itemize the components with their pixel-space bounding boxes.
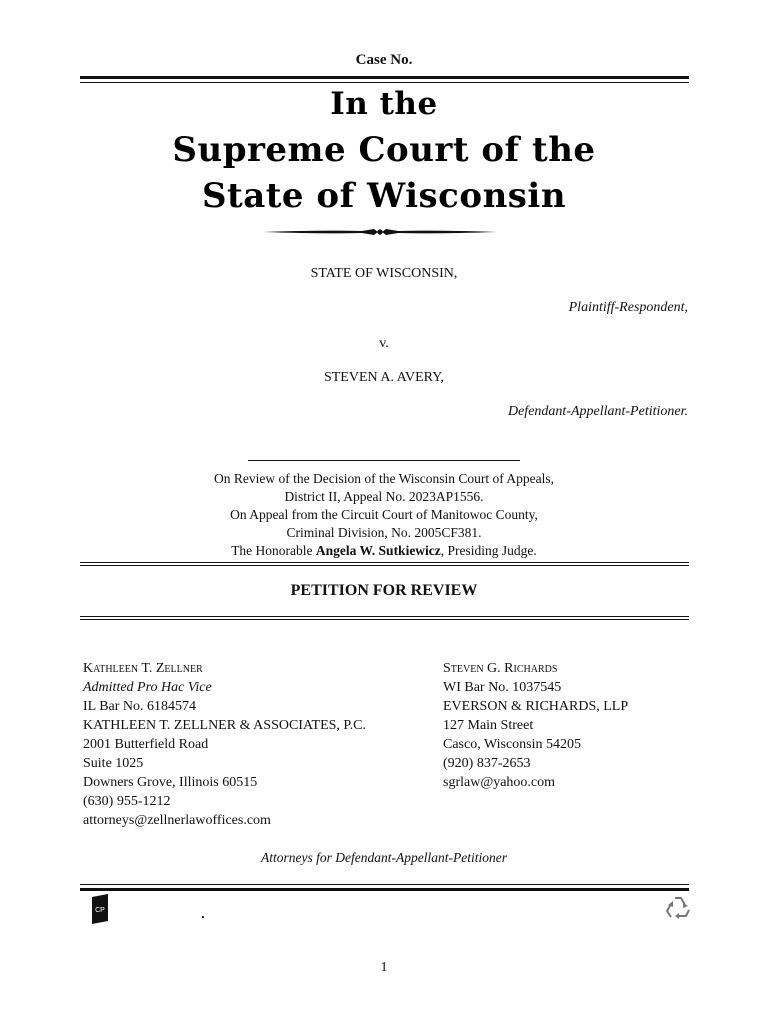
review-line-2: District II, Appeal No. 2023AP1556. bbox=[284, 489, 484, 504]
plaintiff-role: Plaintiff-Respondent, bbox=[568, 300, 688, 315]
attorney-left-email: attorneys@zellnerlawoffices.com bbox=[83, 813, 271, 828]
cp-logo-text: CP bbox=[95, 907, 105, 914]
defendant-name: STEVEN A. AVERY, bbox=[323, 370, 445, 385]
judge-suffix: , Presiding Judge. bbox=[440, 543, 537, 558]
case-number: Case No. bbox=[355, 52, 413, 68]
attorney-left-block bbox=[83, 659, 366, 830]
attorney-left-suite: Suite 1025 bbox=[83, 756, 144, 771]
short-rule bbox=[248, 460, 520, 461]
review-line-4: Criminal Division, No. 2005CF381. bbox=[286, 525, 482, 540]
header-rule-thin bbox=[80, 82, 689, 83]
court-title-line2: Supreme Court of the bbox=[172, 130, 596, 170]
title-rule-bottom-1 bbox=[80, 616, 689, 617]
recycle-icon bbox=[662, 893, 694, 925]
judge-prefix: The Honorable bbox=[231, 543, 313, 558]
attorney-left-firm: KATHLEEN T. ZELLNER & ASSOCIATES, P.C. bbox=[83, 718, 366, 733]
flourish-divider bbox=[262, 224, 498, 240]
document-title: PETITION FOR REVIEW bbox=[290, 582, 478, 599]
defendant-role: Defendant-Appellant-Petitioner. bbox=[507, 404, 688, 419]
court-title-line3: State of Wisconsin bbox=[201, 176, 567, 216]
footer-rule-thin bbox=[80, 884, 689, 885]
attorney-left-street: 2001 Butterfield Road bbox=[83, 737, 209, 752]
footer-rule-thick bbox=[80, 888, 689, 891]
attorney-right-street: 127 Main Street bbox=[443, 718, 534, 733]
page-number: 1 bbox=[380, 960, 388, 975]
attorney-right-block bbox=[443, 659, 628, 792]
attorney-left-phone: (630) 955-1212 bbox=[83, 794, 171, 809]
attorney-left-bar: IL Bar No. 6184574 bbox=[83, 699, 197, 714]
title-rule-top-2 bbox=[80, 565, 689, 566]
attorneys-for-label: Attorneys for Defendant-Appellant-Petitioner bbox=[261, 850, 507, 865]
footer-dot bbox=[202, 916, 204, 918]
attorney-right-phone: (920) 837-2653 bbox=[443, 756, 531, 771]
review-line-3: On Appeal from the Circuit Court of Manitowoc County, bbox=[230, 507, 538, 522]
plaintiff-name: STATE OF WISCONSIN, bbox=[310, 266, 458, 281]
title-rule-bottom-2 bbox=[80, 619, 689, 620]
title-rule-top-1 bbox=[80, 562, 689, 563]
attorney-right-city: Casco, Wisconsin 54205 bbox=[443, 737, 582, 752]
attorney-right-firm: EVERSON & RICHARDS, LLP bbox=[443, 699, 629, 714]
versus-label: v. bbox=[379, 336, 389, 351]
judge-line bbox=[0, 542, 768, 560]
attorney-left-name: Kathleen T. Zellner bbox=[83, 661, 203, 676]
attorney-right-email: sgrlaw@yahoo.com bbox=[443, 775, 556, 790]
attorney-right-name: Steven G. Richards bbox=[443, 661, 558, 676]
court-title-line1: In the bbox=[330, 86, 438, 122]
review-line-1: On Review of the Decision of the Wisconsin Court of Appeals, bbox=[213, 471, 555, 486]
attorney-left-city: Downers Grove, Illinois 60515 bbox=[83, 775, 258, 790]
judge-name: Angela W. Sutkiewicz bbox=[315, 543, 441, 558]
attorney-right-bar: WI Bar No. 1037545 bbox=[443, 680, 562, 695]
header-rule-thick bbox=[80, 76, 689, 79]
attorney-left-note: Admitted Pro Hac Vice bbox=[83, 680, 212, 695]
cp-logo-icon bbox=[90, 893, 110, 925]
review-block bbox=[0, 470, 768, 560]
